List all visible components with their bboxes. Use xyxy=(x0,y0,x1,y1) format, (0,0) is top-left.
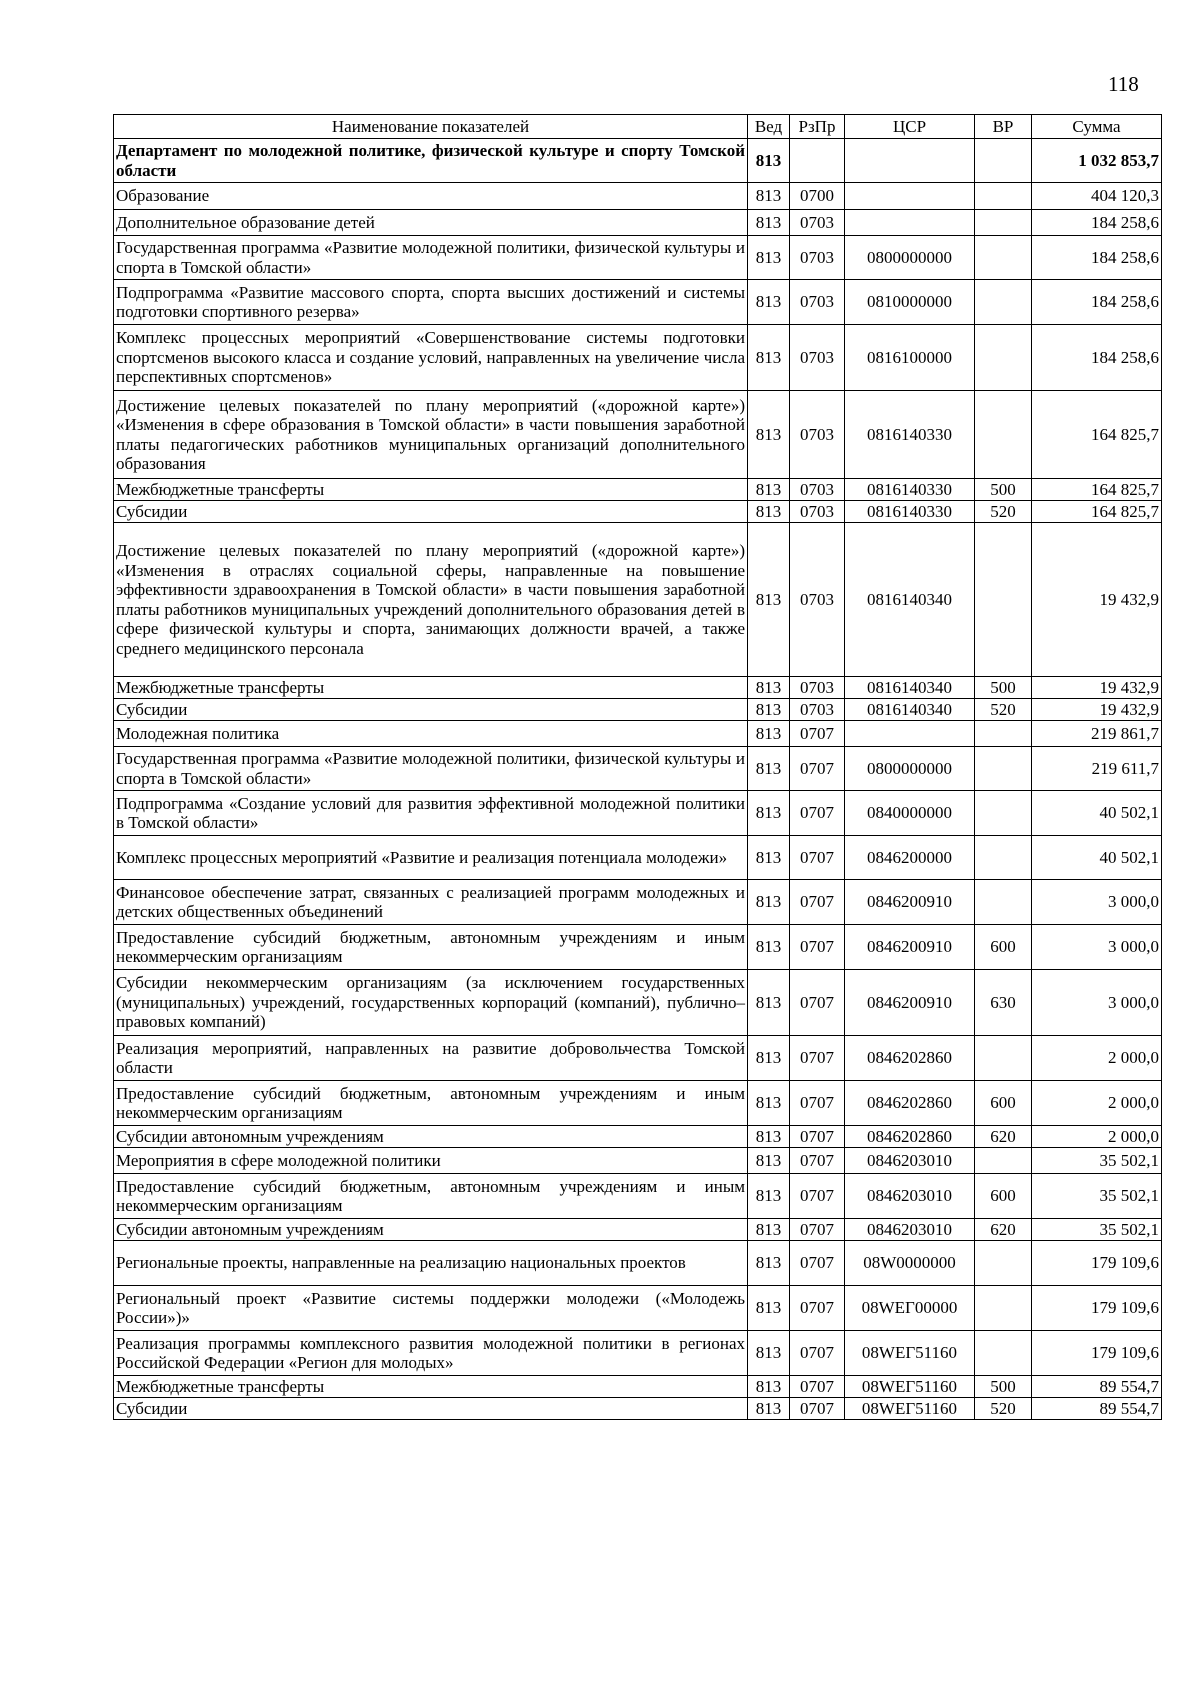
cell-name: Комплекс процессных мероприятий «Развитие и реализация потенциала молодежи» xyxy=(114,836,748,880)
cell-vr xyxy=(975,236,1032,280)
cell-ved: 813 xyxy=(748,1219,790,1241)
cell-csr: 0816140340 xyxy=(845,699,975,721)
cell-name: Региональный проект «Развитие системы поддержки молодежи («Молодежь России»)» xyxy=(114,1286,748,1331)
table-row xyxy=(114,183,1162,210)
cell-vr xyxy=(975,747,1032,791)
cell-sum: 179 109,6 xyxy=(1032,1241,1162,1286)
cell-name: Реализация мероприятий, направленных на развитие добровольчества Томской области xyxy=(114,1036,748,1081)
cell-ved: 813 xyxy=(748,699,790,721)
cell-csr: 08WEГ51160 xyxy=(845,1398,975,1420)
cell-rzpr: 0703 xyxy=(790,391,845,479)
cell-ved: 813 xyxy=(748,1126,790,1148)
cell-sum: 164 825,7 xyxy=(1032,391,1162,479)
cell-vr xyxy=(975,791,1032,836)
cell-name: Мероприятия в сфере молодежной политики xyxy=(114,1148,748,1174)
cell-ved: 813 xyxy=(748,1241,790,1286)
cell-ved: 813 xyxy=(748,1148,790,1174)
table-row xyxy=(114,677,1162,699)
cell-name: Комплекс процессных мероприятий «Совершенствование системы подготовки спортсменов высокого класса и создание условий, направленных на увеличение числа перспективных спортсменов» xyxy=(114,325,748,391)
cell-name: Образование xyxy=(114,183,748,210)
cell-csr: 0816140330 xyxy=(845,479,975,501)
cell-csr: 0846200910 xyxy=(845,970,975,1036)
cell-vr: 520 xyxy=(975,699,1032,721)
cell-vr xyxy=(975,1148,1032,1174)
header-csr: ЦСР xyxy=(845,115,975,139)
table-row xyxy=(114,325,1162,391)
cell-sum: 3 000,0 xyxy=(1032,880,1162,925)
cell-csr: 08W0000000 xyxy=(845,1241,975,1286)
cell-name: Региональные проекты, направленные на реализацию национальных проектов xyxy=(114,1241,748,1286)
cell-vr xyxy=(975,139,1032,183)
cell-ved: 813 xyxy=(748,970,790,1036)
cell-csr: 0846202860 xyxy=(845,1126,975,1148)
cell-name: Субсидии некоммерческим организациям (за исключением государственных (муниципальных) учреждений, государственных корпораций (компаний), публично–правовых компаний) xyxy=(114,970,748,1036)
cell-ved: 813 xyxy=(748,880,790,925)
header-ved: Вед xyxy=(748,115,790,139)
cell-sum: 2 000,0 xyxy=(1032,1081,1162,1126)
cell-rzpr: 0707 xyxy=(790,1376,845,1398)
cell-vr xyxy=(975,880,1032,925)
table-row xyxy=(114,391,1162,479)
cell-ved: 813 xyxy=(748,1398,790,1420)
cell-vr: 520 xyxy=(975,1398,1032,1420)
budget-table xyxy=(113,114,1162,1420)
header-sum: Сумма xyxy=(1032,115,1162,139)
cell-sum: 404 120,3 xyxy=(1032,183,1162,210)
cell-rzpr: 0703 xyxy=(790,501,845,523)
cell-csr: 0840000000 xyxy=(845,791,975,836)
cell-vr: 620 xyxy=(975,1126,1032,1148)
cell-rzpr: 0703 xyxy=(790,210,845,236)
cell-vr xyxy=(975,836,1032,880)
cell-ved: 813 xyxy=(748,721,790,747)
cell-sum: 179 109,6 xyxy=(1032,1286,1162,1331)
cell-vr xyxy=(975,183,1032,210)
table-row xyxy=(114,210,1162,236)
cell-ved: 813 xyxy=(748,183,790,210)
cell-vr: 500 xyxy=(975,1376,1032,1398)
cell-ved: 813 xyxy=(748,1376,790,1398)
cell-sum: 89 554,7 xyxy=(1032,1376,1162,1398)
cell-ved: 813 xyxy=(748,236,790,280)
cell-csr: 0816140330 xyxy=(845,501,975,523)
cell-rzpr: 0703 xyxy=(790,523,845,677)
cell-sum: 179 109,6 xyxy=(1032,1331,1162,1376)
cell-rzpr: 0707 xyxy=(790,1148,845,1174)
cell-rzpr: 0707 xyxy=(790,836,845,880)
table-row xyxy=(114,1148,1162,1174)
cell-name: Субсидии xyxy=(114,699,748,721)
cell-csr: 0846202860 xyxy=(845,1081,975,1126)
cell-name: Предоставление субсидий бюджетным, автономным учреждениям и иным некоммерческим организациям xyxy=(114,925,748,970)
cell-ved: 813 xyxy=(748,391,790,479)
cell-csr: 0816140330 xyxy=(845,391,975,479)
cell-sum: 2 000,0 xyxy=(1032,1126,1162,1148)
cell-ved: 813 xyxy=(748,523,790,677)
cell-name: Субсидии автономным учреждениям xyxy=(114,1126,748,1148)
cell-sum: 184 258,6 xyxy=(1032,325,1162,391)
cell-rzpr: 0707 xyxy=(790,791,845,836)
cell-csr xyxy=(845,210,975,236)
cell-vr: 630 xyxy=(975,970,1032,1036)
cell-csr: 0816100000 xyxy=(845,325,975,391)
header-vr: ВР xyxy=(975,115,1032,139)
cell-name: Департамент по молодежной политике, физической культуре и спорту Томской области xyxy=(114,139,748,183)
cell-rzpr: 0707 xyxy=(790,1081,845,1126)
cell-sum: 219 611,7 xyxy=(1032,747,1162,791)
table-row xyxy=(114,1081,1162,1126)
cell-vr xyxy=(975,721,1032,747)
cell-vr xyxy=(975,280,1032,325)
cell-csr: 0846203010 xyxy=(845,1174,975,1219)
cell-csr: 0846200910 xyxy=(845,925,975,970)
cell-vr xyxy=(975,210,1032,236)
cell-ved: 813 xyxy=(748,677,790,699)
cell-ved: 813 xyxy=(748,1036,790,1081)
cell-rzpr: 0703 xyxy=(790,699,845,721)
table-row xyxy=(114,139,1162,183)
cell-rzpr: 0707 xyxy=(790,1036,845,1081)
cell-name: Достижение целевых показателей по плану мероприятий («дорожной карте») «Изменения в сфере образования в Томской области» в части повышения заработной платы педагогических работников муниципальных организаций дополнительного образования xyxy=(114,391,748,479)
table-row xyxy=(114,699,1162,721)
cell-sum: 35 502,1 xyxy=(1032,1148,1162,1174)
cell-csr: 0846203010 xyxy=(845,1219,975,1241)
cell-name: Государственная программа «Развитие молодежной политики, физической культуры и спорта в Томской области» xyxy=(114,747,748,791)
table-row xyxy=(114,479,1162,501)
cell-name: Предоставление субсидий бюджетным, автономным учреждениям и иным некоммерческим организациям xyxy=(114,1081,748,1126)
cell-name: Государственная программа «Развитие молодежной политики, физической культуры и спорта в Томской области» xyxy=(114,236,748,280)
cell-ved: 813 xyxy=(748,1331,790,1376)
cell-csr xyxy=(845,139,975,183)
cell-csr: 0846202860 xyxy=(845,1036,975,1081)
table-row xyxy=(114,523,1162,677)
cell-csr: 0800000000 xyxy=(845,236,975,280)
cell-name: Дополнительное образование детей xyxy=(114,210,748,236)
cell-vr: 500 xyxy=(975,677,1032,699)
cell-rzpr: 0707 xyxy=(790,880,845,925)
table-row xyxy=(114,880,1162,925)
cell-name: Подпрограмма «Создание условий для развития эффективной молодежной политики в Томской области» xyxy=(114,791,748,836)
cell-rzpr: 0707 xyxy=(790,1174,845,1219)
table-row xyxy=(114,501,1162,523)
table-row xyxy=(114,791,1162,836)
cell-rzpr: 0707 xyxy=(790,925,845,970)
table-row xyxy=(114,1286,1162,1331)
cell-csr: 0816140340 xyxy=(845,677,975,699)
cell-name: Субсидии автономным учреждениям xyxy=(114,1219,748,1241)
cell-sum: 35 502,1 xyxy=(1032,1174,1162,1219)
table-row xyxy=(114,836,1162,880)
cell-csr xyxy=(845,721,975,747)
table-header-row xyxy=(114,115,1162,139)
cell-vr xyxy=(975,1286,1032,1331)
cell-vr xyxy=(975,391,1032,479)
cell-sum: 219 861,7 xyxy=(1032,721,1162,747)
cell-name: Межбюджетные трансферты xyxy=(114,677,748,699)
cell-rzpr: 0707 xyxy=(790,721,845,747)
cell-sum: 19 432,9 xyxy=(1032,699,1162,721)
cell-sum: 19 432,9 xyxy=(1032,523,1162,677)
cell-ved: 813 xyxy=(748,836,790,880)
cell-vr xyxy=(975,325,1032,391)
cell-sum: 184 258,6 xyxy=(1032,280,1162,325)
cell-sum: 164 825,7 xyxy=(1032,479,1162,501)
cell-name: Субсидии xyxy=(114,501,748,523)
cell-sum: 89 554,7 xyxy=(1032,1398,1162,1420)
table-row xyxy=(114,236,1162,280)
cell-vr xyxy=(975,523,1032,677)
cell-csr: 0800000000 xyxy=(845,747,975,791)
cell-csr: 0816140340 xyxy=(845,523,975,677)
cell-vr xyxy=(975,1036,1032,1081)
cell-rzpr: 0707 xyxy=(790,1219,845,1241)
cell-name: Межбюджетные трансферты xyxy=(114,479,748,501)
cell-rzpr: 0707 xyxy=(790,747,845,791)
cell-vr: 500 xyxy=(975,479,1032,501)
cell-vr: 520 xyxy=(975,501,1032,523)
cell-vr xyxy=(975,1331,1032,1376)
cell-csr: 0810000000 xyxy=(845,280,975,325)
cell-rzpr: 0703 xyxy=(790,479,845,501)
cell-rzpr: 0707 xyxy=(790,1331,845,1376)
cell-sum: 3 000,0 xyxy=(1032,925,1162,970)
cell-rzpr: 0707 xyxy=(790,1241,845,1286)
cell-sum: 3 000,0 xyxy=(1032,970,1162,1036)
cell-rzpr: 0707 xyxy=(790,970,845,1036)
cell-ved: 813 xyxy=(748,280,790,325)
table-row xyxy=(114,1241,1162,1286)
cell-ved: 813 xyxy=(748,925,790,970)
cell-sum: 1 032 853,7 xyxy=(1032,139,1162,183)
table-row xyxy=(114,1376,1162,1398)
cell-vr xyxy=(975,1241,1032,1286)
cell-name: Молодежная политика xyxy=(114,721,748,747)
cell-sum: 35 502,1 xyxy=(1032,1219,1162,1241)
page-number: 118 xyxy=(1108,72,1139,96)
cell-ved: 813 xyxy=(748,325,790,391)
cell-ved: 813 xyxy=(748,1286,790,1331)
table-row xyxy=(114,747,1162,791)
cell-sum: 2 000,0 xyxy=(1032,1036,1162,1081)
cell-sum: 40 502,1 xyxy=(1032,791,1162,836)
cell-rzpr: 0707 xyxy=(790,1286,845,1331)
table-row xyxy=(114,721,1162,747)
cell-csr: 0846200910 xyxy=(845,880,975,925)
table-row xyxy=(114,925,1162,970)
header-name: Наименование показателей xyxy=(114,115,748,139)
table-row xyxy=(114,1331,1162,1376)
cell-rzpr: 0707 xyxy=(790,1126,845,1148)
cell-ved: 813 xyxy=(748,747,790,791)
table-row xyxy=(114,1398,1162,1420)
cell-rzpr: 0703 xyxy=(790,236,845,280)
cell-csr: 08WEГ00000 xyxy=(845,1286,975,1331)
cell-vr: 600 xyxy=(975,1081,1032,1126)
table-row xyxy=(114,970,1162,1036)
cell-vr: 620 xyxy=(975,1219,1032,1241)
cell-csr: 0846203010 xyxy=(845,1148,975,1174)
cell-vr: 600 xyxy=(975,925,1032,970)
cell-rzpr xyxy=(790,139,845,183)
cell-csr: 0846200000 xyxy=(845,836,975,880)
cell-name: Финансовое обеспечение затрат, связанных с реализацией программ молодежных и детских общественных объединений xyxy=(114,880,748,925)
cell-ved: 813 xyxy=(748,791,790,836)
cell-csr: 08WEГ51160 xyxy=(845,1331,975,1376)
cell-rzpr: 0703 xyxy=(790,325,845,391)
cell-ved: 813 xyxy=(748,210,790,236)
cell-ved: 813 xyxy=(748,1174,790,1219)
cell-name: Достижение целевых показателей по плану мероприятий («дорожной карте») «Изменения в отраслях социальной сферы, направленные на повышение эффективности здравоохранения в Томской области» в части повышения заработной платы работников муниципальных учреждений дополнительного образования детей в сфере физической культуры и спорта, занимающих должности врачей, а также среднего медицинского персонала xyxy=(114,523,748,677)
cell-ved: 813 xyxy=(748,479,790,501)
table-row xyxy=(114,1126,1162,1148)
cell-sum: 40 502,1 xyxy=(1032,836,1162,880)
cell-vr: 600 xyxy=(975,1174,1032,1219)
cell-rzpr: 0700 xyxy=(790,183,845,210)
cell-rzpr: 0703 xyxy=(790,280,845,325)
cell-sum: 19 432,9 xyxy=(1032,677,1162,699)
table-row xyxy=(114,1036,1162,1081)
cell-ved: 813 xyxy=(748,501,790,523)
cell-sum: 164 825,7 xyxy=(1032,501,1162,523)
table-row xyxy=(114,1174,1162,1219)
cell-name: Межбюджетные трансферты xyxy=(114,1376,748,1398)
cell-rzpr: 0703 xyxy=(790,677,845,699)
cell-name: Подпрограмма «Развитие массового спорта, спорта высших достижений и системы подготовки спортивного резерва» xyxy=(114,280,748,325)
cell-name: Реализация программы комплексного развития молодежной политики в регионах Российской Федерации «Регион для молодых» xyxy=(114,1331,748,1376)
cell-csr xyxy=(845,183,975,210)
cell-sum: 184 258,6 xyxy=(1032,236,1162,280)
cell-ved: 813 xyxy=(748,1081,790,1126)
table-row xyxy=(114,280,1162,325)
cell-rzpr: 0707 xyxy=(790,1398,845,1420)
cell-name: Предоставление субсидий бюджетным, автономным учреждениям и иным некоммерческим организациям xyxy=(114,1174,748,1219)
cell-sum: 184 258,6 xyxy=(1032,210,1162,236)
cell-csr: 08WEГ51160 xyxy=(845,1376,975,1398)
cell-name: Субсидии xyxy=(114,1398,748,1420)
header-rzpr: РзПр xyxy=(790,115,845,139)
cell-ved: 813 xyxy=(748,139,790,183)
table-row xyxy=(114,1219,1162,1241)
